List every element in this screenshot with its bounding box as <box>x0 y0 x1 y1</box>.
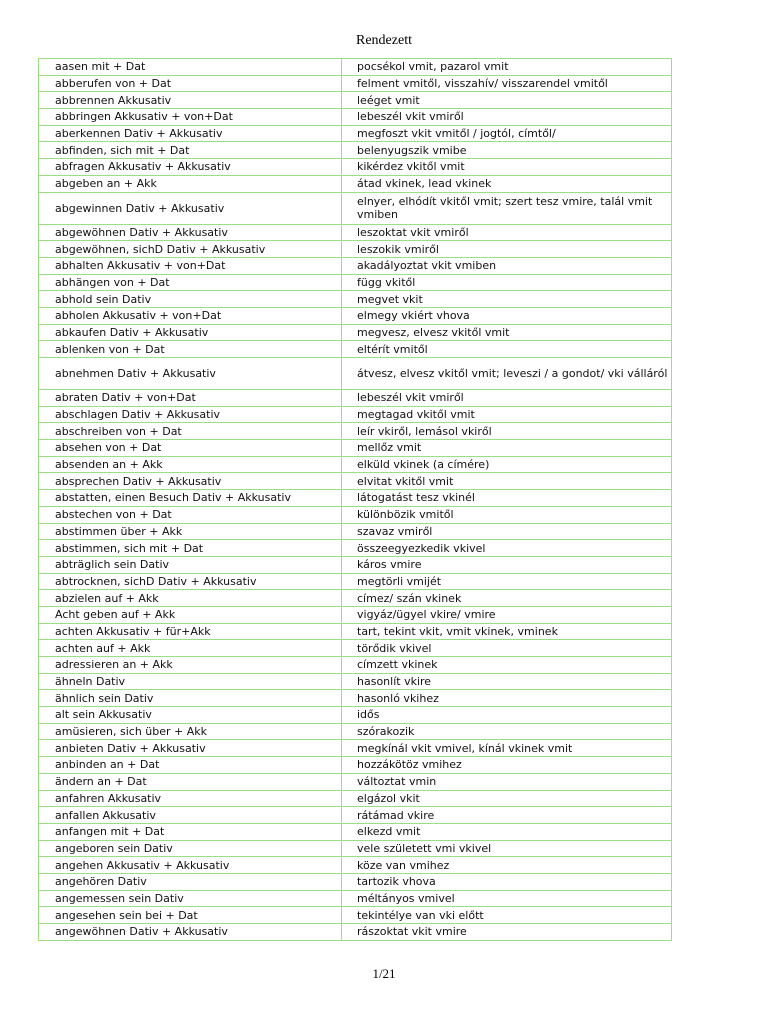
german-expression-cell: abträglich sein Dativ <box>39 556 342 573</box>
hungarian-translation-cell: rátámad vkire <box>342 807 672 824</box>
table-row <box>39 109 672 126</box>
hungarian-translation-cell: kikérdez vkitől vmit <box>342 159 672 176</box>
table-row <box>39 291 672 308</box>
german-expression-cell: anbieten Dativ + Akkusativ <box>39 740 342 757</box>
german-expression-cell: anfallen Akkusativ <box>39 807 342 824</box>
hungarian-translation-cell: leéget vmit <box>342 92 672 109</box>
german-expression-cell: ähneln Dativ <box>39 673 342 690</box>
german-expression-cell: abschlagen Dativ + Akkusativ <box>39 406 342 423</box>
hungarian-translation-cell: leszokik vmiről <box>342 241 672 258</box>
hungarian-translation-cell: pocsékol vmit, pazarol vmit <box>342 59 672 76</box>
german-expression-cell: abschreiben von + Dat <box>39 423 342 440</box>
hungarian-translation-cell: elkezd vmit <box>342 823 672 840</box>
german-expression-cell: abkaufen Dativ + Akkusativ <box>39 324 342 341</box>
hungarian-translation-cell: hozzákötöz vmihez <box>342 757 672 774</box>
vocabulary-table <box>38 58 672 941</box>
hungarian-translation-cell: szavaz vmiről <box>342 523 672 540</box>
table-row <box>39 390 672 407</box>
table-row <box>39 125 672 142</box>
hungarian-translation-cell: megkínál vkit vmivel, kínál vkinek vmit <box>342 740 672 757</box>
table-row <box>39 142 672 159</box>
german-expression-cell: angemessen sein Dativ <box>39 890 342 907</box>
table-row <box>39 657 672 674</box>
hungarian-translation-cell: elmegy vkiért vhova <box>342 307 672 324</box>
table-row <box>39 556 672 573</box>
german-expression-cell: abgewöhnen Dativ + Akkusativ <box>39 224 342 241</box>
hungarian-translation-cell: átvesz, elvesz vkitől vmit; leveszi / a gondot/ vki válláról <box>342 358 672 390</box>
hungarian-translation-cell: tekintélye van vki előtt <box>342 907 672 924</box>
hungarian-translation-cell: változtat vmin <box>342 773 672 790</box>
table-row <box>39 274 672 291</box>
german-expression-cell: Acht geben auf + Akk <box>39 606 342 623</box>
german-expression-cell: anbinden an + Dat <box>39 757 342 774</box>
hungarian-translation-cell: megvesz, elvesz vkitől vmit <box>342 324 672 341</box>
table-row <box>39 907 672 924</box>
german-expression-cell: absenden an + Akk <box>39 456 342 473</box>
hungarian-translation-cell: leszoktat vkit vmiről <box>342 224 672 241</box>
hungarian-translation-cell: függ vkitől <box>342 274 672 291</box>
german-expression-cell: amüsieren, sich über + Akk <box>39 723 342 740</box>
german-expression-cell: abtrocknen, sichD Dativ + Akkusativ <box>39 573 342 590</box>
table-row <box>39 324 672 341</box>
table-row <box>39 341 672 358</box>
german-expression-cell: abzielen auf + Akk <box>39 590 342 607</box>
table-row <box>39 473 672 490</box>
page-number: 1/21 <box>372 966 396 981</box>
german-expression-cell: abraten Dativ + von+Dat <box>39 390 342 407</box>
german-expression-cell: aberkennen Dativ + Akkusativ <box>39 125 342 142</box>
table-row <box>39 192 672 224</box>
german-expression-cell: achten Akkusativ + für+Akk <box>39 623 342 640</box>
german-expression-cell: anfangen mit + Dat <box>39 823 342 840</box>
german-expression-cell: abfinden, sich mit + Dat <box>39 142 342 159</box>
table-row <box>39 623 672 640</box>
hungarian-translation-cell: megvet vkit <box>342 291 672 308</box>
table-row <box>39 540 672 557</box>
hungarian-translation-cell: címzett vkinek <box>342 657 672 674</box>
table-row <box>39 757 672 774</box>
hungarian-translation-cell: belenyugszik vmibe <box>342 142 672 159</box>
hungarian-translation-cell: köze van vmihez <box>342 857 672 874</box>
hungarian-translation-cell: lebeszél vkit vmiről <box>342 390 672 407</box>
german-expression-cell: achten auf + Akk <box>39 640 342 657</box>
hungarian-translation-cell: vele született vmi vkivel <box>342 840 672 857</box>
table-row <box>39 358 672 390</box>
hungarian-translation-cell: összeegyezkedik vkivel <box>342 540 672 557</box>
table-row <box>39 590 672 607</box>
german-expression-cell: ablenken von + Dat <box>39 341 342 358</box>
table-row <box>39 490 672 507</box>
table-row <box>39 924 672 941</box>
table-row <box>39 456 672 473</box>
hungarian-translation-cell: címez/ szán vkinek <box>342 590 672 607</box>
table-row <box>39 523 672 540</box>
vocabulary-table-body <box>39 59 672 941</box>
table-row <box>39 506 672 523</box>
hungarian-translation-cell: megfoszt vkit vmitől / jogtól, címtől/ <box>342 125 672 142</box>
german-expression-cell: abhold sein Dativ <box>39 291 342 308</box>
german-expression-cell: abstimmen, sich mit + Dat <box>39 540 342 557</box>
table-row <box>39 707 672 724</box>
table-row <box>39 92 672 109</box>
hungarian-translation-cell: eltérít vmitől <box>342 341 672 358</box>
table-row <box>39 640 672 657</box>
hungarian-translation-cell: akadályoztat vkit vmiben <box>342 257 672 274</box>
hungarian-translation-cell: idős <box>342 707 672 724</box>
table-row <box>39 873 672 890</box>
german-expression-cell: abholen Akkusativ + von+Dat <box>39 307 342 324</box>
hungarian-translation-cell: megtörli vmijét <box>342 573 672 590</box>
hungarian-translation-cell: tart, tekint vkit, vmit vkinek, vminek <box>342 623 672 640</box>
hungarian-translation-cell: lebeszél vkit vmiről <box>342 109 672 126</box>
table-row <box>39 740 672 757</box>
table-row <box>39 440 672 457</box>
hungarian-translation-cell: felment vmitől, visszahív/ visszarendel vmitől <box>342 75 672 92</box>
hungarian-translation-cell: mellőz vmit <box>342 440 672 457</box>
german-expression-cell: abhalten Akkusativ + von+Dat <box>39 257 342 274</box>
table-row <box>39 690 672 707</box>
table-row <box>39 59 672 76</box>
german-expression-cell: abstatten, einen Besuch Dativ + Akkusativ <box>39 490 342 507</box>
german-expression-cell: abbringen Akkusativ + von+Dat <box>39 109 342 126</box>
german-expression-cell: angewöhnen Dativ + Akkusativ <box>39 924 342 941</box>
table-row <box>39 224 672 241</box>
table-row <box>39 723 672 740</box>
german-expression-cell: absprechen Dativ + Akkusativ <box>39 473 342 490</box>
table-row <box>39 673 672 690</box>
german-expression-cell: ähnlich sein Dativ <box>39 690 342 707</box>
german-expression-cell: angesehen sein bei + Dat <box>39 907 342 924</box>
hungarian-translation-cell: elküld vkinek (a címére) <box>342 456 672 473</box>
table-row <box>39 790 672 807</box>
german-expression-cell: alt sein Akkusativ <box>39 707 342 724</box>
hungarian-translation-cell: megtagad vkitől vmit <box>342 406 672 423</box>
table-row <box>39 807 672 824</box>
page-title: Rendezett <box>356 33 412 48</box>
german-expression-cell: absehen von + Dat <box>39 440 342 457</box>
german-expression-cell: angehören Dativ <box>39 873 342 890</box>
german-expression-cell: abgewinnen Dativ + Akkusativ <box>39 192 342 224</box>
hungarian-translation-cell: szórakozik <box>342 723 672 740</box>
table-row <box>39 175 672 192</box>
table-row <box>39 406 672 423</box>
hungarian-translation-cell: méltányos vmivel <box>342 890 672 907</box>
german-expression-cell: abhängen von + Dat <box>39 274 342 291</box>
german-expression-cell: ändern an + Dat <box>39 773 342 790</box>
table-row <box>39 159 672 176</box>
hungarian-translation-cell: különbözik vmitől <box>342 506 672 523</box>
table-row <box>39 773 672 790</box>
hungarian-translation-cell: hasonlít vkire <box>342 673 672 690</box>
hungarian-translation-cell: látogatást tesz vkinél <box>342 490 672 507</box>
german-expression-cell: abfragen Akkusativ + Akkusativ <box>39 159 342 176</box>
german-expression-cell: adressieren an + Akk <box>39 657 342 674</box>
table-row <box>39 241 672 258</box>
hungarian-translation-cell: hasonló vkihez <box>342 690 672 707</box>
table-row <box>39 823 672 840</box>
table-row <box>39 423 672 440</box>
table-row <box>39 857 672 874</box>
hungarian-translation-cell: tartozik vhova <box>342 873 672 890</box>
german-expression-cell: abstimmen über + Akk <box>39 523 342 540</box>
german-expression-cell: abnehmen Dativ + Akkusativ <box>39 358 342 390</box>
german-expression-cell: abstechen von + Dat <box>39 506 342 523</box>
german-expression-cell: angehen Akkusativ + Akkusativ <box>39 857 342 874</box>
german-expression-cell: abberufen von + Dat <box>39 75 342 92</box>
table-row <box>39 890 672 907</box>
hungarian-translation-cell: elnyer, elhódít vkitől vmit; szert tesz vmire, talál vmit vmiben <box>342 192 672 224</box>
table-row <box>39 606 672 623</box>
german-expression-cell: aasen mit + Dat <box>39 59 342 76</box>
german-expression-cell: angeboren sein Dativ <box>39 840 342 857</box>
table-row <box>39 840 672 857</box>
hungarian-translation-cell: átad vkinek, lead vkinek <box>342 175 672 192</box>
hungarian-translation-cell: törődik vkivel <box>342 640 672 657</box>
hungarian-translation-cell: elgázol vkit <box>342 790 672 807</box>
german-expression-cell: abbrennen Akkusativ <box>39 92 342 109</box>
table-row <box>39 573 672 590</box>
german-expression-cell: abgeben an + Akk <box>39 175 342 192</box>
german-expression-cell: abgewöhnen, sichD Dativ + Akkusativ <box>39 241 342 258</box>
table-row <box>39 307 672 324</box>
table-row <box>39 75 672 92</box>
hungarian-translation-cell: elvitat vkitől vmit <box>342 473 672 490</box>
german-expression-cell: anfahren Akkusativ <box>39 790 342 807</box>
hungarian-translation-cell: rászoktat vkit vmire <box>342 924 672 941</box>
hungarian-translation-cell: káros vmire <box>342 556 672 573</box>
table-row <box>39 257 672 274</box>
hungarian-translation-cell: vigyáz/ügyel vkire/ vmire <box>342 606 672 623</box>
hungarian-translation-cell: leír vkiről, lemásol vkiről <box>342 423 672 440</box>
